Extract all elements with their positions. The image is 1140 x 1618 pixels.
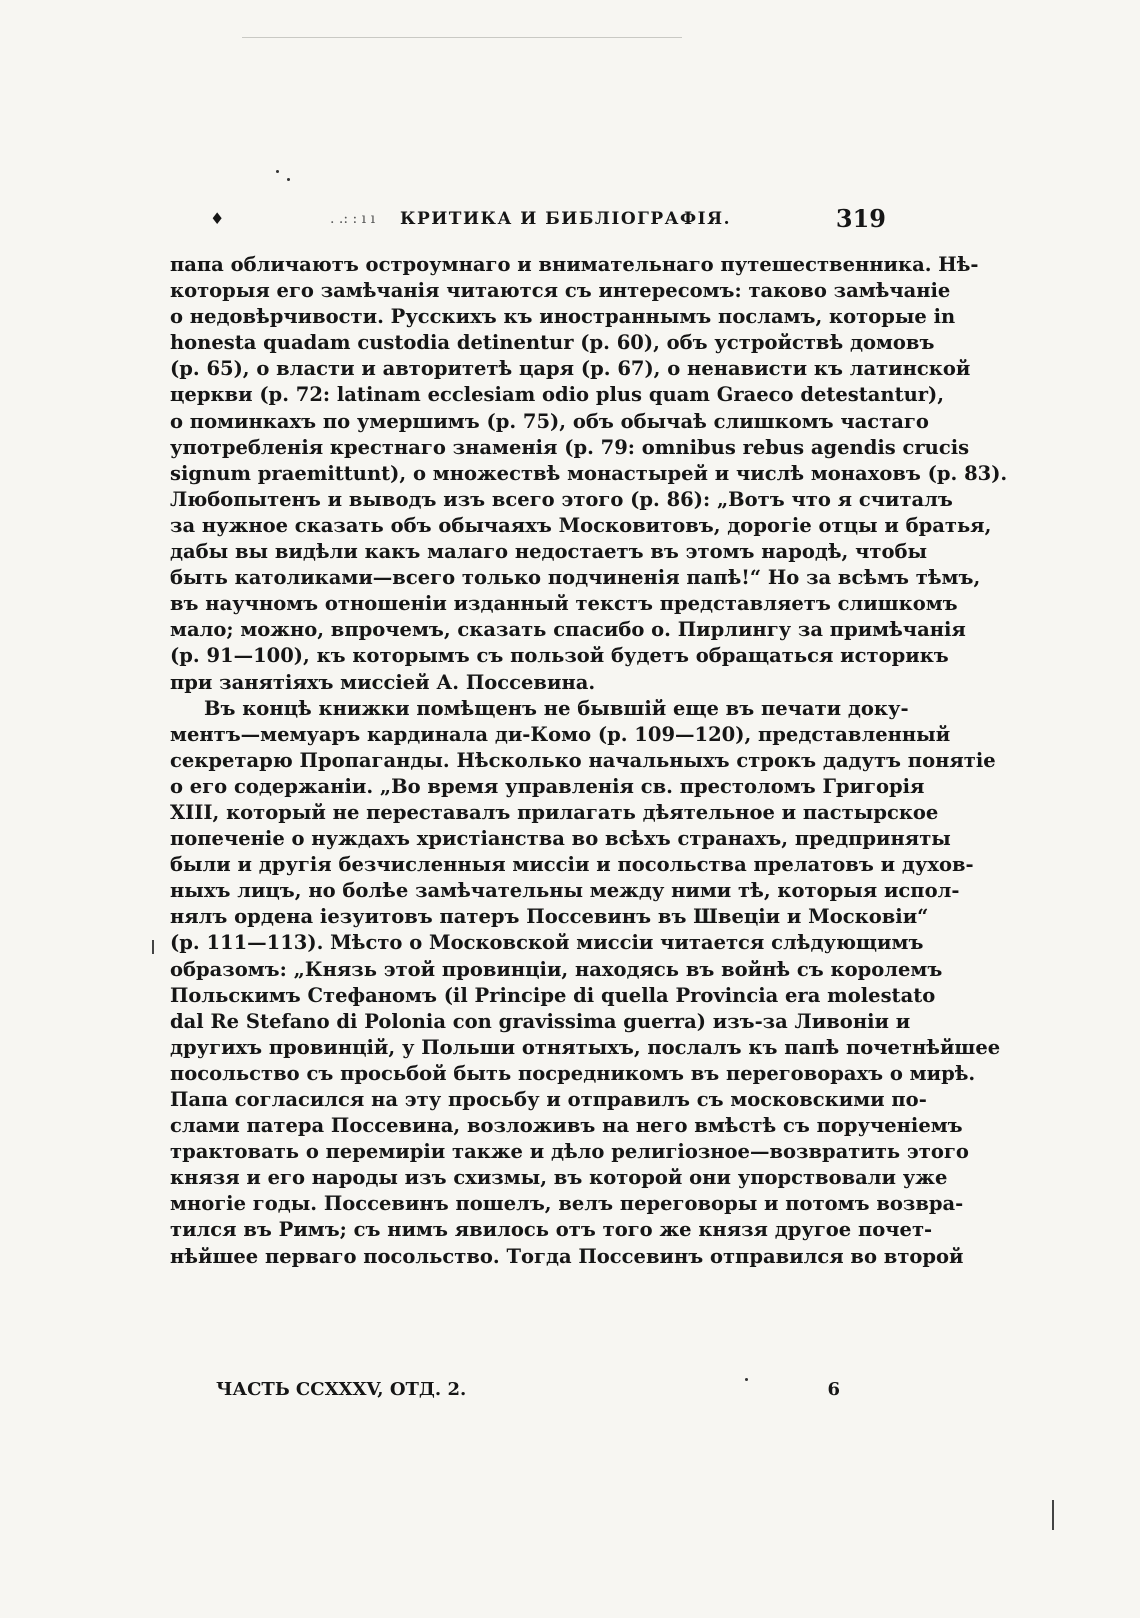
ink-speck xyxy=(745,1378,748,1381)
text-line: Папа согласился на эту просьбу и отправилъ съ московскими по- xyxy=(170,1088,927,1111)
text-line: быть католиками—всего только подчиненія папѣ!“ Но за всѣмъ тѣмъ, xyxy=(170,566,981,590)
text-line: были и другія безчисленныя миссіи и посольства прелатовъ и духов- xyxy=(170,853,974,877)
text-line: ныхъ лицъ, но болѣе замѣчательны между ними тѣ, которыя испол- xyxy=(170,879,960,903)
text-line: образомъ: „Князь этой провинціи, находясь въ войнѣ съ королемъ xyxy=(170,957,943,981)
text-line: signum praemittunt), о множествѣ монастырей и числѣ монаховъ (p. 83). xyxy=(170,461,1008,485)
text-line: honesta quadam custodia detinentur (p. 60), объ устройствѣ домовъ xyxy=(170,331,935,355)
text-line: папа обличаютъ остроумнаго и внимательнаго путешественника. Нѣ- xyxy=(170,253,979,276)
text-line: за нужное сказать объ обычаяхъ Московитовъ, дорогіе отцы и братья, xyxy=(170,513,992,537)
text-line: слами патера Поссевина, возложивъ на него вмѣстѣ съ порученіемъ xyxy=(170,1114,963,1138)
margin-mark xyxy=(1052,1500,1054,1530)
running-head xyxy=(210,204,890,238)
ink-speck xyxy=(287,178,290,181)
text-line: ментъ—мемуаръ кардинала ди-Комо (p. 109—120), представленный xyxy=(170,722,951,746)
body-text xyxy=(170,252,1008,1270)
page-number: 319 xyxy=(835,204,886,233)
header-dots: . .: : ı ı xyxy=(330,211,376,227)
ornament-mark: ♦ xyxy=(210,209,225,228)
text-line: при занятіяхъ миссіей А. Поссевина. xyxy=(170,670,596,694)
text-line: мало; можно, впрочемъ, сказать спасибо о. Пирлингу за примѣчанія xyxy=(170,618,966,642)
text-line: дабы вы видѣли какъ малаго недостаетъ въ этомъ народѣ, чтобы xyxy=(170,540,928,564)
text-line: употребленія крестнаго знаменія (p. 79: omnibus rebus agendis crucis xyxy=(170,435,970,459)
text-line: о его содержаніи. „Во время управленія св. престоломъ Григорія xyxy=(170,774,925,798)
text-line: которыя его замѣчанія читаются съ интересомъ: таково замѣчаніе xyxy=(170,279,951,303)
text-line: dal Re Stefano di Polonia con gravissima guerra) изъ-за Ливоніи и xyxy=(170,1009,911,1033)
text-line: трактовать о перемиріи также и дѣло религіозное—возвратить этого xyxy=(170,1140,969,1164)
text-line: попеченіе о нуждахъ христіанства во всѣхъ странахъ, предприняты xyxy=(170,827,951,851)
text-line: тился въ Римъ; съ нимъ явилось отъ того же князя другое почет- xyxy=(170,1218,933,1242)
text-line: другихъ провинцій, у Польши отнятыхъ, послалъ къ папѣ почетнѣйшее xyxy=(170,1035,1001,1059)
text-line: Любопытенъ и выводъ изъ всего этого (p. 86): „Вотъ что я считалъ xyxy=(170,487,953,511)
text-line: князя и его народы изъ схизмы, въ которой они упорствовали уже xyxy=(170,1166,948,1190)
text-line: (p. 65), о власти и авторитетѣ царя (p. 67), о ненависти къ латинской xyxy=(170,357,971,381)
text-line: секретарю Пропаганды. Нѣсколько начальныхъ строкъ дадутъ понятіе xyxy=(170,748,996,772)
text-line: о недовѣрчивости. Русскихъ къ иностраннымъ посламъ, которые in xyxy=(170,305,956,329)
sheet-number: 6 xyxy=(827,1379,840,1400)
text-line: нѣйшее перваго посольство. Тогда Поссевинъ отправился во второй xyxy=(170,1244,964,1268)
text-line: церкви (p. 72: latinam ecclesiam odio plus quam Graeco detestantur), xyxy=(170,383,945,407)
volume-signature: ЧАСТЬ CCXXXV, ОТД. 2. xyxy=(216,1379,467,1400)
text-line: Въ концѣ книжки помѣщенъ не бывшій еще въ печати доку- xyxy=(204,696,909,720)
text-line: многіе годы. Поссевинъ пошелъ, велъ переговоры и потомъ возвра- xyxy=(170,1192,964,1216)
ink-speck xyxy=(276,170,279,173)
text-line: (p. 111—113). Мѣсто о Московской миссіи читается слѣдующимъ xyxy=(170,931,924,955)
text-line: Польскимъ Стефаномъ (il Principe di quella Provincia era molestato xyxy=(170,983,936,1007)
text-line: нялъ ордена іезуитовъ патеръ Поссевинъ въ Швеціи и Московіи“ xyxy=(170,905,929,929)
text-line: XIII, который не переставалъ прилагать дѣятельное и пастырское xyxy=(170,800,939,824)
top-rule xyxy=(242,37,682,38)
text-line: въ научномъ отношеніи изданный текстъ представляетъ слишкомъ xyxy=(170,592,958,616)
margin-mark xyxy=(152,940,154,954)
text-line: (p. 91—100), къ которымъ съ пользой будетъ обращаться историкъ xyxy=(170,644,949,668)
text-line: посольство съ просьбой быть посредникомъ въ переговорахъ о мирѣ. xyxy=(170,1061,976,1085)
running-title: КРИТИКА И БИБЛІОГРАФІЯ. xyxy=(400,209,731,229)
text-line: о поминкахъ по умершимъ (p. 75), объ обычаѣ слишкомъ частаго xyxy=(170,409,929,433)
